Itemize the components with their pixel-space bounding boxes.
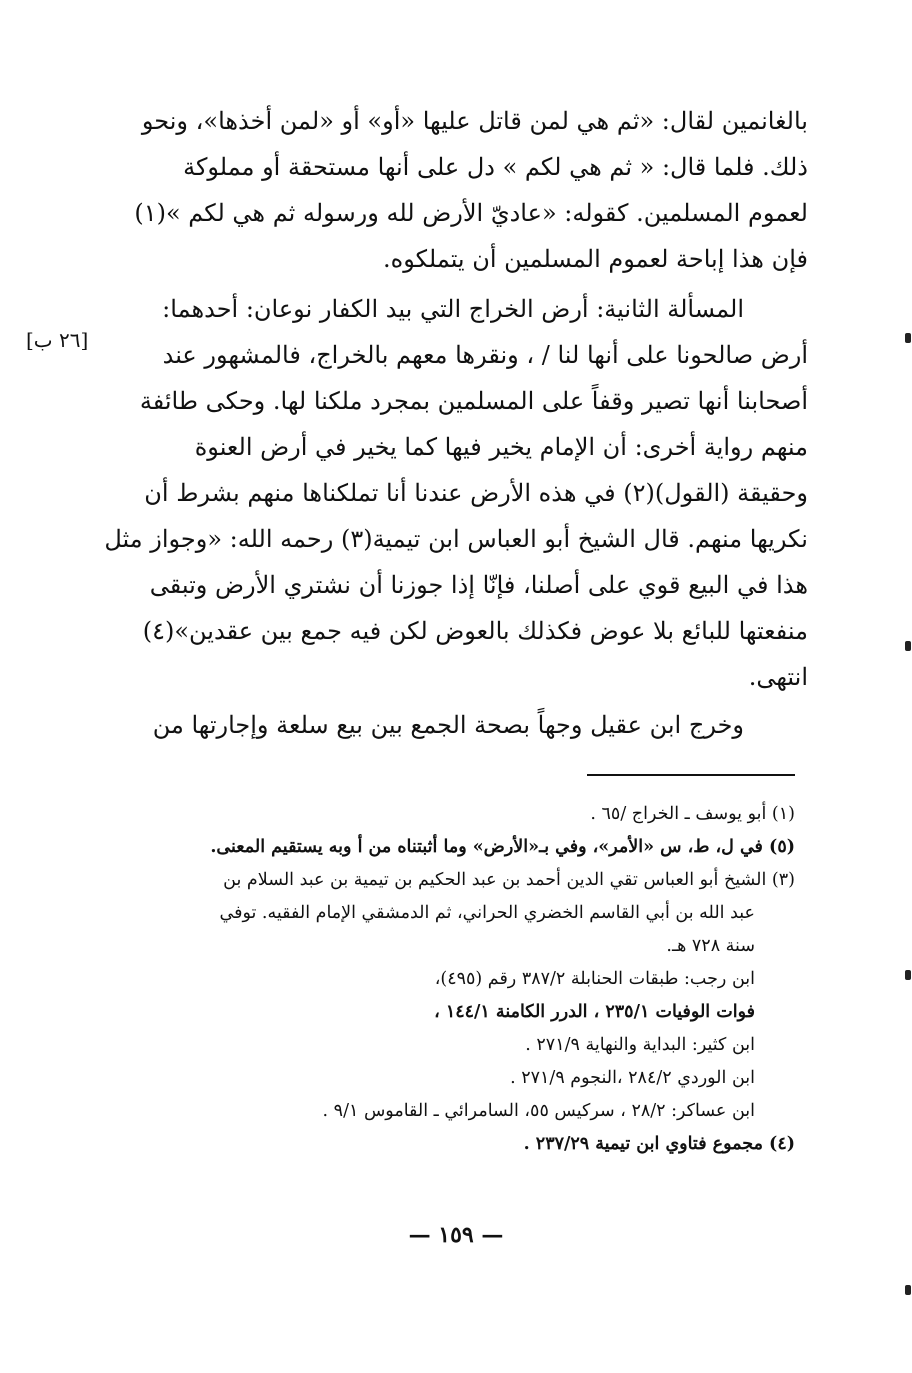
page-number: — ١٥٩ — <box>408 1222 504 1248</box>
text-line: وخرج ابن عقيل وجهاً بصحة الجمع بين بيع سلعة وإجارتها من <box>152 711 744 739</box>
text-line: المسألة الثانية: أرض الخراج التي بيد الكفار نوعان: أحدهما: <box>162 295 744 323</box>
footnote-line: عبد الله بن أبي القاسم الخضري الحراني، ثم الدمشقي الإمام الفقيه. توفي <box>219 903 755 923</box>
footnote-line: سنة ٧٢٨ هـ. <box>666 936 755 956</box>
scan-edge-mark <box>905 1285 911 1295</box>
footnote-line: ابن كثير: البداية والنهاية ٢٧١/٩ . <box>525 1035 755 1055</box>
paragraph-1 <box>100 98 808 282</box>
text-line: أرض صالحونا على أنها لنا / ، ونقرها معهم بالخراج، فالمشهور عند <box>162 341 808 369</box>
footnote-line: فوات الوفيات ٢٣٥/١ ، الدرر الكامنة ١٤٤/١ ، <box>434 1002 755 1022</box>
text-line: منهم رواية أخرى: أن الإمام يخير فيها كما يخير في أرض العنوة <box>194 433 808 461</box>
scan-edge-mark <box>905 641 911 651</box>
footnote-line: ابن رجب: طبقات الحنابلة ٣٨٧/٢ رقم (٤٩٥)، <box>434 969 755 989</box>
text-line: فإن هذا إباحة لعموم المسلمين أن يتملكوه. <box>383 245 808 273</box>
margin-folio-reference: [٢٦ ب] <box>26 328 89 352</box>
text-line: بالغانمين لقال: «ثم هي لمن قاتل عليها «أو» أو «لمن أخذها»، ونحو <box>141 107 808 135</box>
text-line: هذا في البيع قوي على أصلنا، فإنّا إذا جوزنا أن نشتري الأرض وتبقى <box>149 571 808 599</box>
footnote-line: (٣) الشيخ أبو العباس تقي الدين أحمد بن عبد الحكيم بن تيمية بن عبد السلام بن <box>223 870 795 890</box>
footnote-line: ابن عساكر: ٢٨/٢ ، سركيس ٥٥، السامرائي ـ القاموس ٩/١ . <box>322 1101 755 1121</box>
footnote-line: (٤) مجموع فتاوي ابن تيمية ٢٣٧/٢٩ . <box>523 1134 795 1154</box>
footnote-line: (٥) في ل، ط، س «الأمر»، وفي بـ«الأرض» وما أثبتناه من أ وبه يستقيم المعنى. <box>210 837 795 857</box>
text-line: أصحابنا أنها تصير وقفاً على المسلمين بمجرد ملكنا لها. وحكى طائفة <box>139 387 808 415</box>
footnote-line: (١) أبو يوسف ـ الخراج /٦٥ . <box>590 804 795 824</box>
text-line: انتهى. <box>748 663 808 691</box>
text-line: ذلك. فلما قال: « ثم هي لكم » دل على أنها مستحقة أو مملوكة <box>183 153 808 181</box>
scan-edge-mark <box>905 333 911 343</box>
footnotes <box>95 798 795 1161</box>
text-line: منفعتها للبائع بلا عوض فكذلك بالعوض لكن فيه جمع بين عقدين»(٤) <box>142 617 808 645</box>
paragraph-2 <box>100 286 808 700</box>
paragraph-3 <box>100 702 808 748</box>
text-line: وحقيقة (القول)(٢) في هذه الأرض عندنا أنا تملكناها منهم بشرط أن <box>144 479 808 507</box>
text-line: نكريها منهم. قال الشيخ أبو العباس ابن تيمية(٣) رحمه الله: «وجواز مثل <box>104 525 808 553</box>
scan-edge-mark <box>905 970 911 980</box>
footnote-separator <box>587 774 795 776</box>
text-line: لعموم المسلمين. كقوله: «عاديّ الأرض لله ورسوله ثم هي لكم »(١) <box>134 199 808 227</box>
footnote-line: ابن الوردي ٢٨٤/٢ ،النجوم ٢٧١/٩ . <box>510 1068 755 1088</box>
